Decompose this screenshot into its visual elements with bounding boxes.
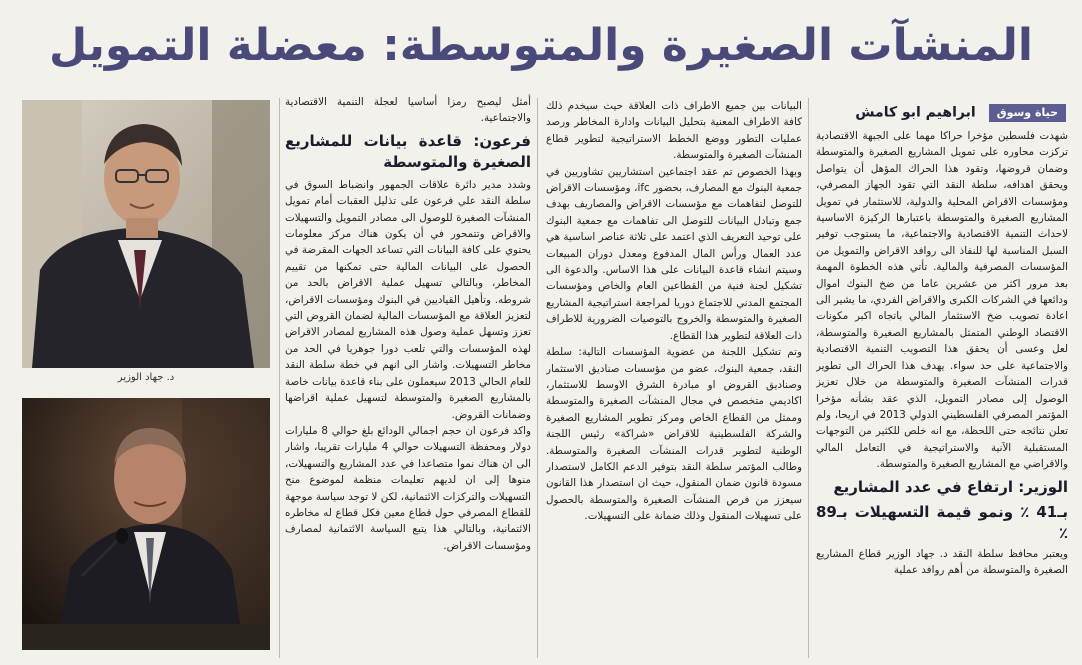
paragraph: شهدت فلسطين مؤخرا حراكا مهما على الجبهة الاقتصادية تركزت محاوره على تمويل المشاريع الصغيرة والمتوسطة وضمان قروضها، وتقود هذا الحراك المؤهل أن يتواصل ويحقق اهدافه، سلطة النقد التي تقود الجهاز المصرفي، ومؤسسات الاقراض المحلية والدولية، للاستثمار في تمويل المشاريع الصغيرة والمتوسطة باعتبارها الركيزة الاساسية لاحداث التنمية الاقتصادية والاجتماعية، ما يستوجب توفير السبل المناسبة لها للنفاذ الى روافد الاقراض والتمويل من المؤسسات المصرفية والمالية. تأتي هذه الخطوة المهمة بعد مرور اكثر من عشرين عاما من ضخ البنوك اموال ودائعها في الشركات الكبرى والاقراض الفردي، ما يشير الى اعادة تصويب ضخ الاستثمار المالي باتجاه اكبر مكونات الاقتصاد الوطني المتمثل بالمشاريع الصغيرة والمتوسطة، لعل وعسى أن يحقق هذا التصويب التنمية الاقتصادية والاجتماعية على حد سواء. يهدف هذا الحراك الى تطوير قدرات المنشآت الصغيرة والمتوسطة من خلال تعزيز الوصول إلى مصادر التمويل، الذي عقد بشأنه مؤخرا المؤتمر المصرفي الفلسطيني الدولي 2013 في اريحا، ولم تعلن نتائجه حتى اللحظة، مع انه خلص للكثير من التوجهات المستقبلية الآنية والاستراتيجية في التعامل المالي والاقراضي مع المشاريع الصغيرة والمتوسطة.	[816, 130, 1068, 471]
subheading: الوزير: ارتفاع في عدد المشاريع	[833, 477, 1068, 496]
portrait-photo	[22, 100, 270, 368]
paragraph: وبهذا الخصوص تم عقد اجتماعين استشاريين تشاوريين في جمعية البنوك مع المصارف، بحضور ifc، ومؤسسات الاقراض للتوصل لتفاهمات مع مؤسسات الاقراض والمصاريف بهدف جمع وتبادل البيانات للتوصل الى تفاهمات مع جمعية البنوك على توحيد التعريف الذي اعتمد على ثلاثة عناصر اساسية هي عدد العمال ورأس المال المدفوع ومعدل دوران المبيعات وسيتم انشاء قاعدة البيانات على هذا الاساس. والدعوة الى تشكيل لجنة فنية من القطاعين العام والخاص ومؤسسات المجتمع المدني للاجتماع دوريا لمراجعة استراتيجية المشاريع الصغيرة والمتوسطة والخروج بالتوصيات الضرورية للاطراف ذات العلاقة لتطوير هذا القطاع.	[546, 165, 802, 342]
paragraph: وشدد مدير دائرة علاقات الجمهور وانضباط السوق في سلطة النقد علي فرعون على تذليل العقبات أمام تمويل المنشآت الصغيرة للوصول الى مصادر التمويل والتسهيلات والاقراض وتتمحور في أن يكون هناك مركز معلومات يحتوي على كافة البيانات التي تساعد الجهات المقرضة في الحصول على البيانات المالية حتى تمكنها من تقييم المخاطر، وبالتالي تسهيل عملية الاقراض بالحد من شروطه. وتأهيل القياديين في البنوك ومؤسسات الاقراض، لتعزيز العلاقة مع المؤسسات المالية لضمان القروض التي تعزز وتسهل عملية وصول هذه المشاريع لمصادر الاقراض لهذه المؤسسات والتي تلعب دورا جوهريا في الحد من مخاطر التسهيلات. واشار الى انهم في خطة سلطة النقد للعام الحالي 2013 سيعملون على بناء قاعدة بيانات خاصة بالمشاريع الصغيرة والمتوسطة لتسهيل عملية اقراضها وضمانات القروض.	[285, 178, 531, 421]
photo-caption: د. جهاد الوزير	[117, 372, 175, 383]
paragraph: أمثل ليصبح رمزا أساسيا لعجلة التنمية الاقتصادية والاجتماعية.	[285, 96, 531, 125]
paragraph: واكد فرعون ان حجم اجمالي الودائع بلغ حوالي 8 مليارات دولار ومحفظة التسهيلات حوالي 4 مليارات تقريبا، واشار الى ان هناك نموا متصاعدا في عدد المشاريع والتسهيلات، منوها إلى ان لديهم تعليمات منظمة لموضوع منح التسهيلات والتركزات الائتمانية، لكن لا توجد سياسة موجهة للقطاع المصرفي حول قطاع معين فكل قطاع له مخاطره الائتمانية، وبالتالي هذا يتبع السياسة الائتمانية لمصارف ومؤسسات الاقراض.	[285, 424, 531, 552]
article-column-3	[285, 94, 531, 660]
article-column-1	[816, 128, 1068, 660]
paragraph: البيانات بين جميع الاطراف ذات العلاقة حيث سيخدم ذلك كافة الاطراف المعنية بتحليل البيانات وادارة المخاطر ورصد عمليات التطور ووضع الخطط الاستراتيجية لتطوير قطاع المنشآت الصغيرة والمتوسطة.	[546, 100, 802, 162]
column-divider	[279, 98, 280, 658]
stat-headline: بـ41 ٪ ونمو قيمة التسهيلات بـ89 ٪	[816, 502, 1068, 542]
paragraph: وتم تشكيل اللجنة من عضوية المؤسسات التالية: سلطة النقد، جمعية البنوك، عضو من مؤسسات صناديق الاستثمار وصناديق القروض او مبادرة الشرق الاوسط للاستثمار، اكاديمي متخصص في مجال المنشآت الصغيرة والمتوسطة وممثل من القطاع الخاص ومركز تطوير المشاريع الصغيرة والشركة الفلسطينية للاقراض «شراكة» رئيس اللجنة الوطنية لتطوير قدرات المنشآت الصغيرة والمتوسطة. وطالب المؤتمر سلطة النقد بتوفير الدعم الكامل لاستصدار مسودة قانون ضمان المنقول، حيث ان استصدار هذا القانون سيعزز من فرص المنشآت الصغيرة والمتوسطة بالحصول على تسهيلات المنقول وذلك ضمانة على التسهيلات.	[546, 346, 802, 523]
section-tag: حياة وسوق	[989, 104, 1066, 122]
article-column-2	[546, 98, 802, 660]
byline	[818, 102, 1066, 124]
column-divider	[808, 98, 809, 658]
author-name: ابراهيم ابو كامش	[855, 104, 976, 121]
column-divider	[537, 98, 538, 658]
speaker-photo	[22, 398, 270, 650]
subheading: فرعون: قاعدة بيانات للمشاريع الصغيرة والمتوسطة	[285, 131, 531, 171]
paragraph: ويعتبر محافظ سلطة النقد د. جهاد الوزير قطاع المشاريع الصغيرة والمتوسطة من أهم روافد عملية	[816, 547, 1068, 576]
article-headline: المنشآت الصغيرة والمتوسطة: معضلة التمويل	[49, 20, 1033, 71]
